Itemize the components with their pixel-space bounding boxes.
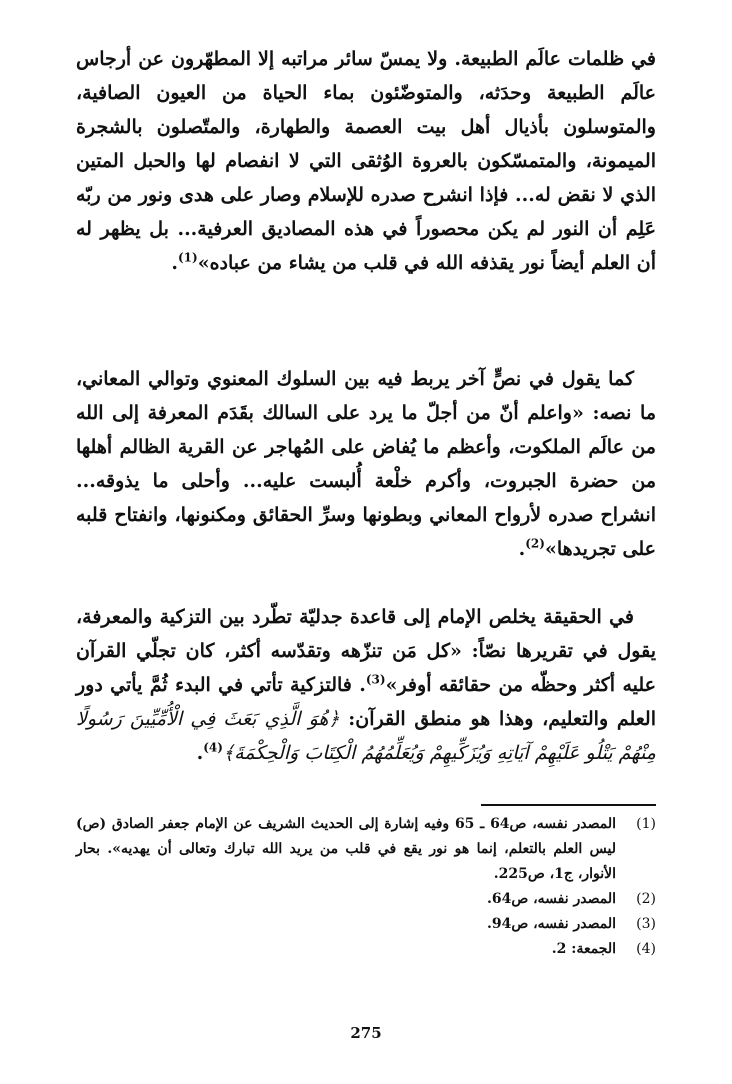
- paragraph-2-text: كما يقول في نصٍّ آخر يربط فيه بين السلوك المعنوي وتوالي المعاني، ما نصه: «واعلم أنّ من أجلّ ما يرد على السالك بقَدَم المعرفة إلى الله من عالَم الملكوت، وأعظم ما يُفاض على المُهاجر عن القرية الظالم أهلها من حضرة الجبروت، وأكرم خلْعة أُلبست عليه... وأحلى ما يذوقه... انشراح صدره لأرواح المعاني وبطونها وسرِّ الحقائق ومكنونها، وانفتاح قلبه على تجريدها»: [76, 368, 656, 560]
- paragraph-3-body: [76, 600, 656, 770]
- paragraph-3-text-a: في الحقيقة يخلص الإمام إلى قاعدة جدليّة تطّرد بين التزكية والمعرفة، يقول في تقريرها نصّاً: «كل مَن تنزّهه وتقدّسه أكثر، كان تجلّي القرآن عليه أكثر وحظّه من حقائقه أوفر»: [76, 606, 656, 696]
- footnotes: [76, 812, 656, 962]
- footnote-ref-3: (3): [365, 672, 386, 687]
- paragraph-1-text: في ظلمات عالَم الطبيعة. ولا يمسّ سائر مراتبه إلا المطهّرون عن أرجاس عالَم الطبيعة وحدَثه، والمتوضّئون بماء الحياة من العيون الصافية، والمتوسلون بأذيال أهل بيت العصمة والطهارة، والمتّصلون بالشجرة الميمونة، والمتمسّكون بالعروة الوُثقى التي لا انفصام لها والحبل المتين الذي لا نقض له... فإذا انشرح صدره للإسلام وصار على هدى ونور من ربّه عَلِم أن النور لم يكن محصوراً في هذه المصاديق العرفية... بل يظهر له أن العلم أيضاً نور يقذفه الله في قلب من يشاء من عباده»: [76, 48, 656, 274]
- footnote-number: (1): [636, 816, 656, 832]
- footnote-2: [76, 887, 656, 912]
- footnote-text: المصدر نفسه، ص64.: [486, 891, 616, 907]
- footnote-text: المصدر نفسه، ص94.: [486, 916, 616, 932]
- footnote-4: [76, 937, 656, 962]
- footnote-separator: [481, 804, 656, 806]
- quran-verse: ﴿هُوَ الَّذِي بَعَثَ فِي الْأُمِّيِّينَ رَسُولًا مِنْهُمْ يَتْلُو عَلَيْهِمْ آيَاتِهِ وَيُزَكِّيهِمْ وَيُعَلِّمُهُمُ الْكِتَابَ وَالْحِكْمَةَ﴾: [76, 708, 656, 764]
- paragraph-3: [76, 600, 656, 770]
- paragraph-2-end: .: [518, 538, 526, 560]
- footnote-ref-1: (1): [177, 250, 198, 265]
- paragraph-2: [76, 362, 656, 566]
- footnote-3: [76, 912, 656, 937]
- footnote-number: (2): [636, 891, 656, 907]
- paragraph-1-end: .: [171, 252, 178, 274]
- page-number: 275: [350, 1024, 382, 1042]
- footnote-1: [76, 812, 656, 887]
- footnote-number: (3): [636, 916, 656, 932]
- paragraph-3-end: .: [196, 742, 204, 764]
- footnote-ref-2: (2): [525, 536, 545, 551]
- footnote-text: الجمعة: 2.: [551, 941, 616, 957]
- paragraph-1: [76, 42, 656, 280]
- footnote-text: المصدر نفسه، ص64 ـ 65 وفيه إشارة إلى الحديث الشريف عن الإمام جعفر الصادق (ص) ليس العلم بالتعلم، إنما هو نور يقع في قلب من يريد الله تبارك وتعالى أن يهديه». بحار الأنوار، ج1، ص225.: [76, 816, 616, 882]
- footnote-ref-4: (4): [203, 740, 223, 755]
- paragraph-2-body: [76, 362, 656, 566]
- paragraph-3-text-b: . فالتزكية تأتي في البدء ثُمَّ يأتي دور العلم والتعليم، وهذا هو منطق القرآن:: [76, 674, 656, 730]
- footnote-number: (4): [636, 941, 656, 957]
- paragraph-1-body: [76, 42, 656, 280]
